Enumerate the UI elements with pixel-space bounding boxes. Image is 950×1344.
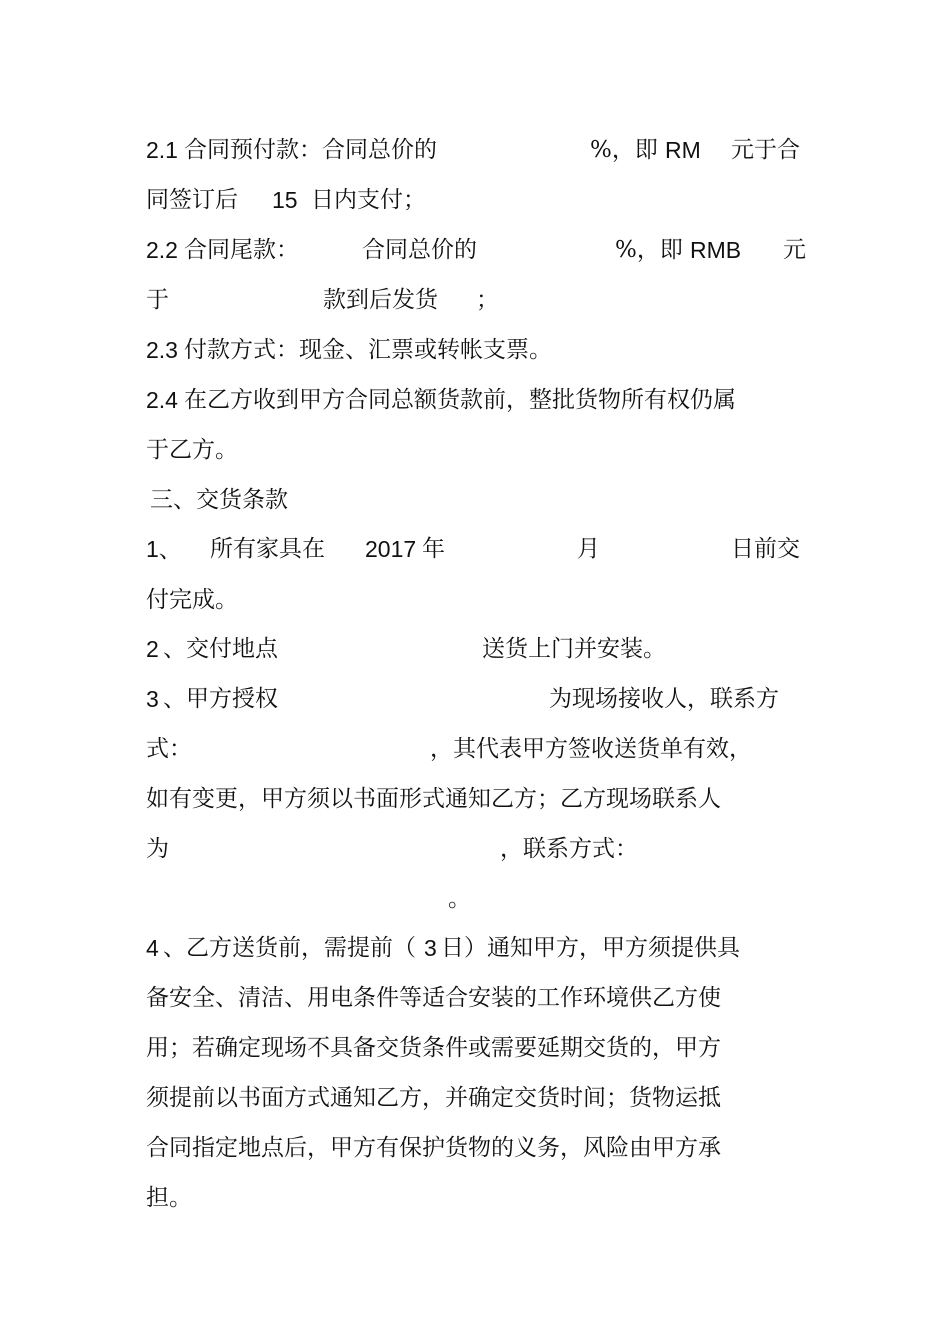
item-3-line3: 如有变更，甲方须以书面形式通知乙方；乙方现场联系人 — [146, 786, 721, 812]
item-4-line-6 — [146, 1180, 806, 1216]
item-3-line-3 — [146, 781, 806, 817]
item-4-line2: 备安全、清洁、用电条件等适合安装的工作环境供乙方使 — [146, 985, 721, 1011]
item-4-line-3 — [146, 1030, 806, 1066]
item-4-line5: 合同指定地点后，甲方有保护货物的义务，风险由甲方承 — [146, 1135, 721, 1161]
clause-2-2-line2-b: 款到后发货 — [323, 287, 438, 313]
section-heading-text: 三、交货条款 — [150, 487, 288, 513]
clause-2-2-text: 合同尾款： — [184, 237, 299, 263]
item-3-line5: 。 — [448, 886, 471, 912]
item-3-line4-a: 为 — [146, 836, 169, 862]
clause-2-2-text-b: 合同总价的 — [362, 237, 477, 263]
item-3-text-b: 为现场接收人，联系方 — [549, 686, 779, 712]
clause-2-1-percent: %，即 — [590, 137, 658, 163]
item-1-month: 月 — [577, 536, 600, 562]
item-3-line-1 — [146, 681, 806, 717]
clause-2-3-text: 付款方式：现金、汇票或转帐支票。 — [184, 337, 552, 363]
item-3-num: 3 — [146, 686, 159, 712]
clause-2-1-text-b: 元于合 — [731, 137, 800, 163]
item-4-num: 4 — [146, 935, 159, 961]
item-4-line3: 用；若确定现场不具备交货条件或需要延期交货的，甲方 — [146, 1035, 721, 1061]
item-3-line2-a: 式： — [146, 736, 192, 762]
item-3-line-5 — [146, 881, 806, 917]
item-4-line-2 — [146, 980, 806, 1016]
clause-2-3-label: 2.3 — [146, 337, 178, 363]
item-4-line-1 — [146, 930, 806, 966]
clause-2-1-line-1 — [146, 132, 806, 168]
clause-2-1-label: 2.1 — [146, 137, 178, 163]
item-3-line-4 — [146, 831, 806, 867]
clause-2-1-text: 合同预付款：合同总价的 — [184, 137, 437, 163]
clause-2-2-line-2 — [146, 282, 806, 318]
clause-2-2-percent: %，即 — [615, 237, 683, 263]
item-4-text: 、乙方送货前，需提前（ — [163, 935, 416, 961]
clause-2-3 — [146, 332, 806, 368]
item-2-num: 2 — [146, 636, 159, 662]
item-2-text: 、交付地点 — [163, 636, 278, 662]
item-1-year: 2017 — [365, 536, 417, 562]
clause-2-4-line-2 — [146, 432, 806, 468]
item-2-text-b: 送货上门并安装。 — [482, 636, 666, 662]
item-4-line6: 担。 — [146, 1185, 192, 1211]
clause-2-4-line-1 — [146, 382, 806, 418]
clause-2-2-text-c: 元 — [783, 237, 806, 263]
item-4-line-5 — [146, 1130, 806, 1166]
item-4-line-4 — [146, 1080, 806, 1116]
clause-2-1-line2-text: 同签订后 — [146, 187, 238, 213]
item-3-text: 、甲方授权 — [163, 686, 278, 712]
clause-2-2-line2-a: 于 — [146, 287, 169, 313]
clause-2-4-text: 在乙方收到甲方合同总额货款前，整批货物所有权仍属 — [184, 387, 736, 413]
item-1-text: 所有家具在 — [210, 536, 325, 562]
item-1-year-unit: 年 — [422, 536, 445, 562]
item-4-text-b: 日）通知甲方，甲方须提供具 — [441, 935, 740, 961]
clause-2-1-line2-end: 日内支付； — [311, 187, 426, 213]
clause-2-2-currency: RMB — [690, 237, 742, 263]
item-4-days: 3 — [424, 935, 437, 961]
clause-2-2-line-1 — [146, 232, 806, 268]
item-1-num: 1、 — [146, 536, 182, 562]
item-1-line-2 — [146, 582, 806, 618]
clause-2-1-currency: RM — [665, 137, 701, 163]
clause-2-2-label: 2.2 — [146, 237, 178, 263]
clause-2-1-days: 15 — [272, 187, 298, 213]
clause-2-2-line2-c: ； — [476, 287, 499, 313]
item-2 — [146, 631, 806, 667]
clause-2-1-line-2 — [146, 182, 806, 218]
item-4-line4: 须提前以书面方式通知乙方，并确定交货时间；货物运抵 — [146, 1085, 721, 1111]
item-1-text-2: 付完成。 — [146, 587, 238, 613]
item-1-line-1 — [146, 531, 806, 567]
section-3-heading — [146, 482, 806, 518]
clause-2-4-label: 2.4 — [146, 387, 178, 413]
item-3-line2-b: ，其代表甲方签收送货单有效， — [430, 736, 752, 762]
item-3-line4-b: ，联系方式： — [500, 836, 638, 862]
item-1-text-c: 日前交 — [731, 536, 800, 562]
item-3-line-2 — [146, 731, 806, 767]
clause-2-4-text-2: 于乙方。 — [146, 437, 238, 463]
